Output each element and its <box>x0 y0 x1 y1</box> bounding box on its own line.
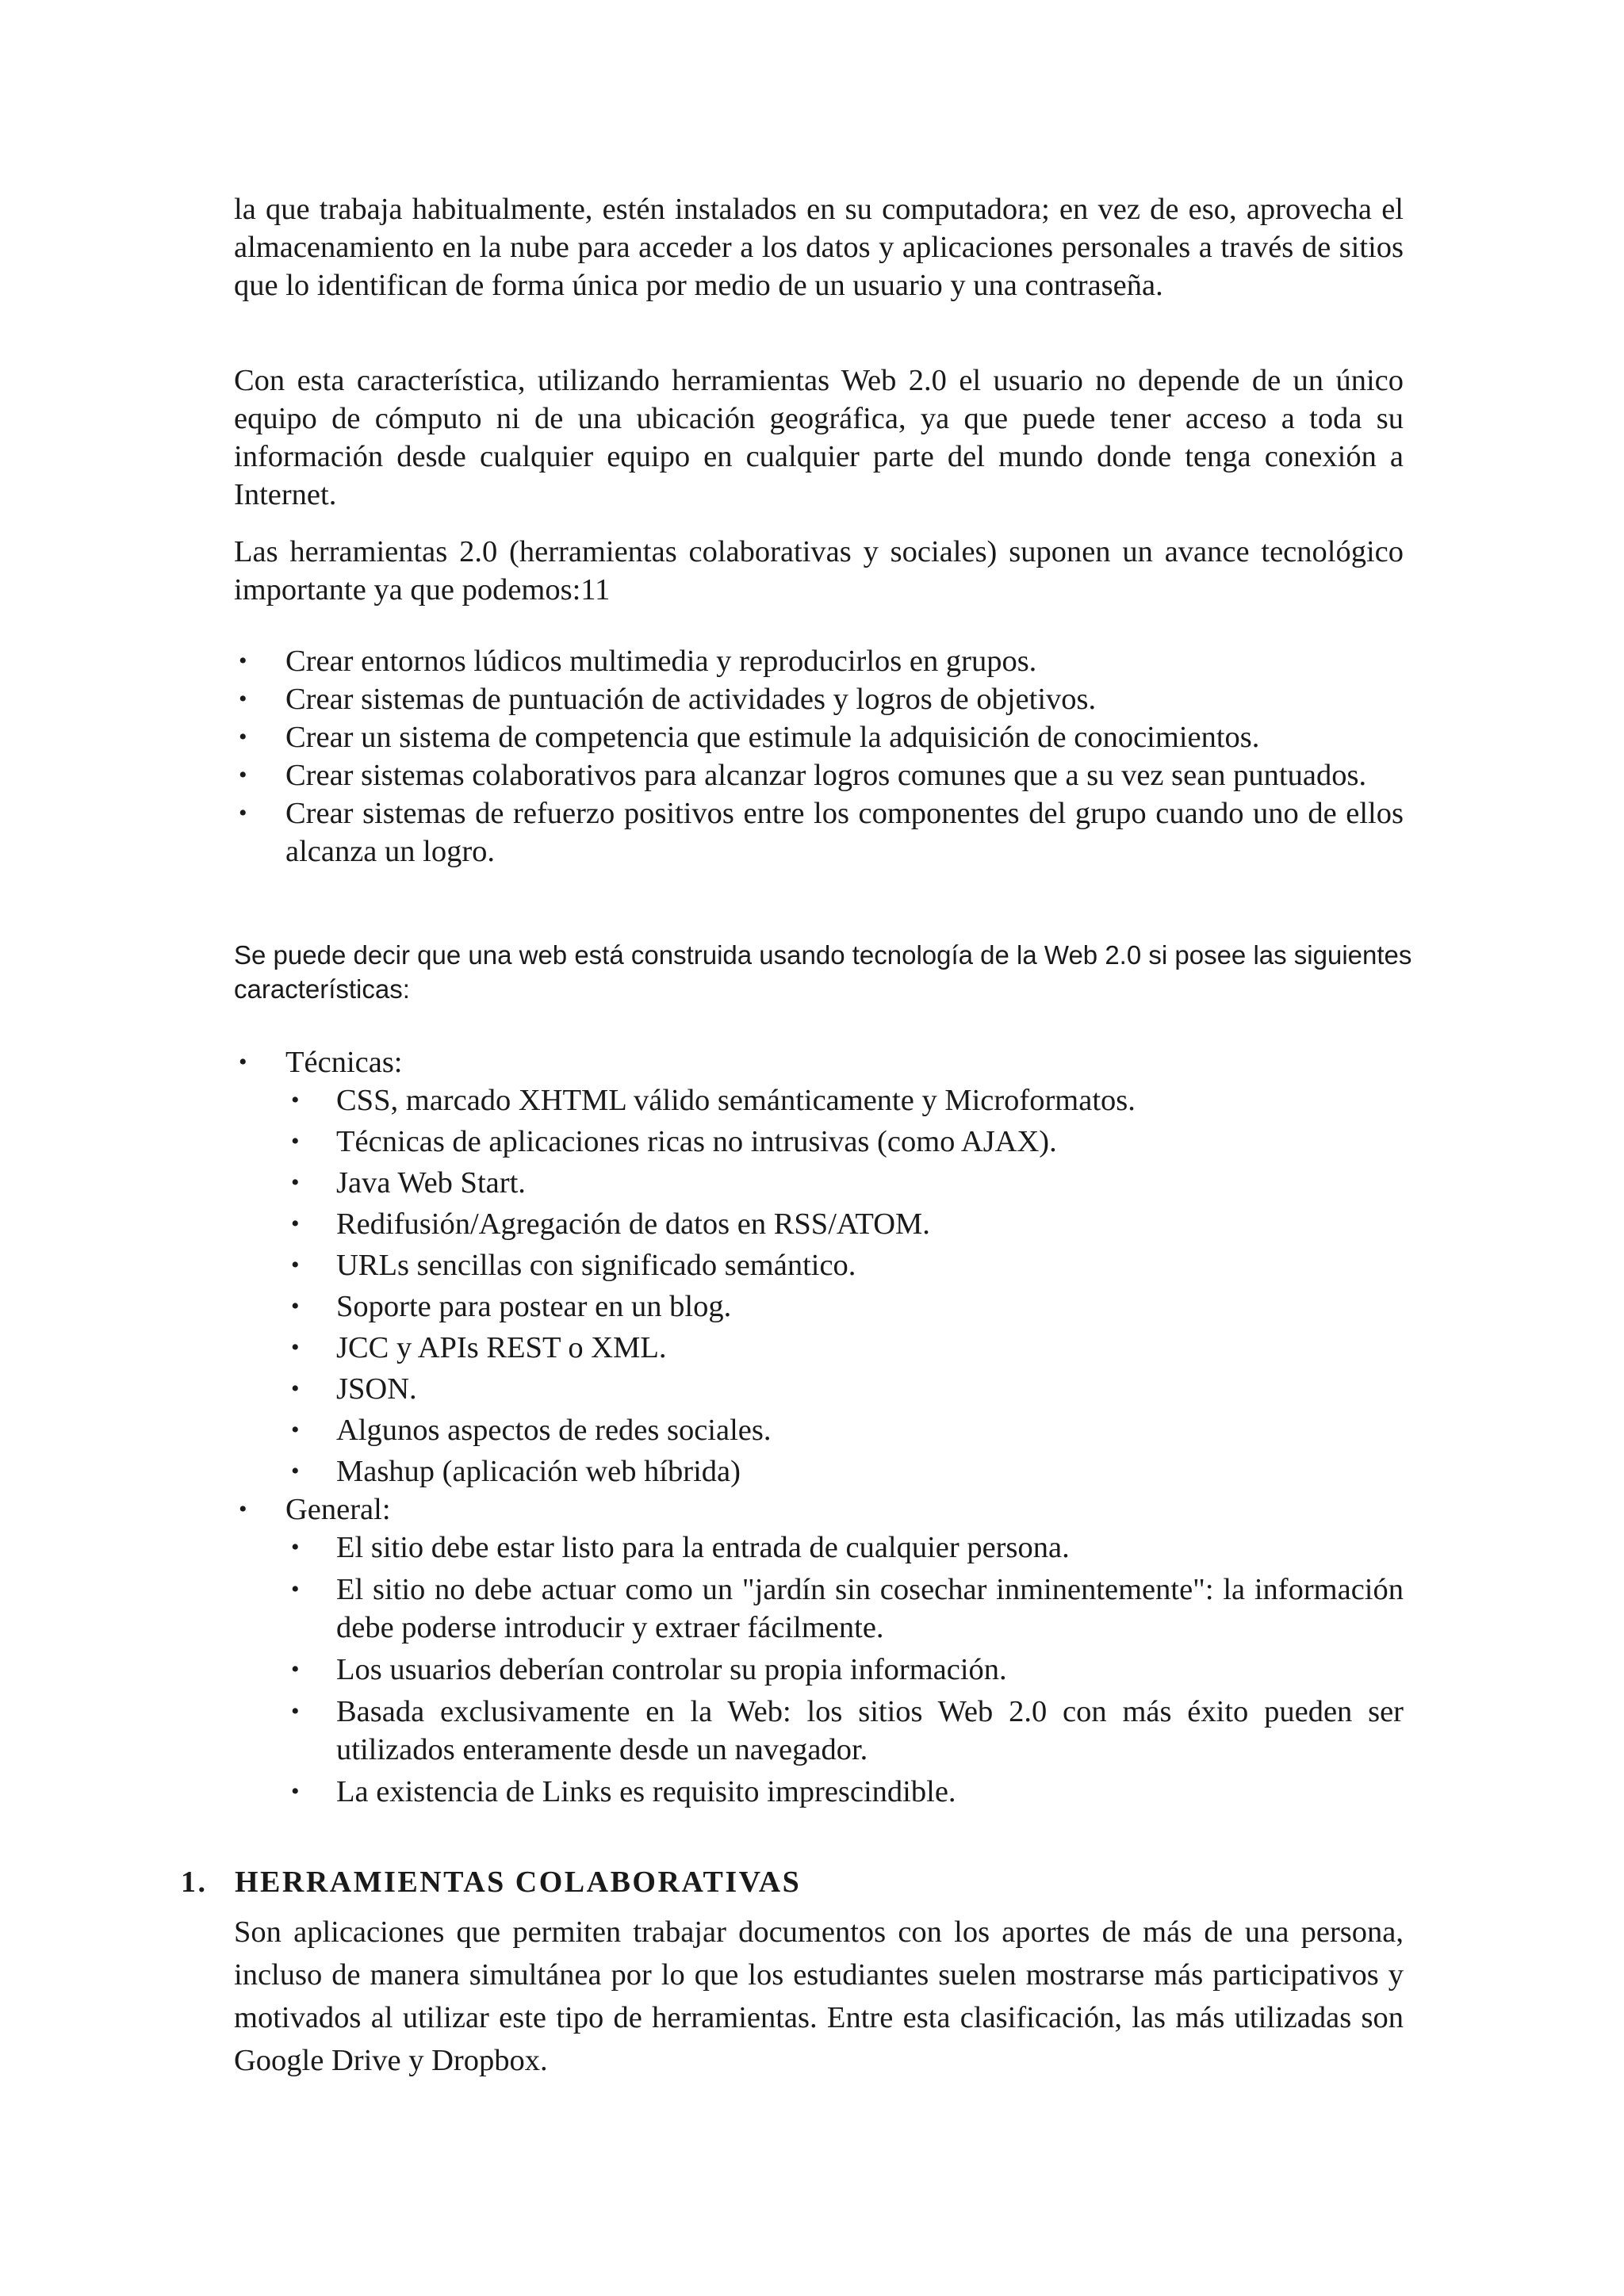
list-item: • Algunos aspectos de redes sociales. <box>336 1411 1404 1449</box>
list-item: • Mashup (aplicación web híbrida) <box>336 1452 1404 1490</box>
bullet-icon: • <box>291 1252 300 1278</box>
bullet-icon: • <box>291 1458 300 1484</box>
paragraph-collaborative-tools: Son aplicaciones que permiten trabajar documentos con los aportes de más de una persona, incluso de manera simultánea por lo que los estudiantes suelen mostrarse más participativos y motivados al utilizar este tipo de herramientas. Entre esta clasificación, las más utilizadas son Google Drive y Dropbox. <box>234 1915 1404 2077</box>
bullet-icon: • <box>291 1293 300 1319</box>
bullet-icon: • <box>291 1576 300 1602</box>
list-item: • Los usuarios deberían controlar su propia información. <box>336 1651 1404 1689</box>
list-item: • La existencia de Links es requisito imprescindible. <box>336 1773 1404 1811</box>
paragraph-web20-characteristics: Se puede decir que una web está construida usando tecnología de la Web 2.0 si posee las siguientes características: <box>234 940 1412 1004</box>
bullet-icon: • <box>291 1376 300 1402</box>
list-item: • URLs sencillas con significado semántico. <box>336 1246 1404 1284</box>
capabilities-list <box>239 642 1404 871</box>
section-title: HERRAMIENTAS COLABORATIVAS <box>235 1866 802 1899</box>
bullet-icon: • <box>291 1128 300 1154</box>
list-item: • El sitio no debe actuar como un "jardín sin cosechar inminentemente": la información debe poderse introducir y extraer fácilmente. <box>336 1571 1404 1647</box>
bullet-icon: • <box>239 686 247 712</box>
list-item: • JCC y APIs REST o XML. <box>336 1329 1404 1367</box>
paragraph-tools-advance: Las herramientas 2.0 (herramientas colaborativas y sociales) suponen un avance tecnológico importante ya que podemos:11 <box>234 535 1404 607</box>
list-item: • Crear entornos lúdicos multimedia y reproducirlos en grupos. <box>285 642 1404 680</box>
bullet-icon: • <box>239 1049 247 1075</box>
list-item: • JSON. <box>336 1370 1404 1408</box>
paragraph-cloud-storage: la que trabaja habitualmente, estén instalados en su computadora; en vez de eso, aprovecha el almacenamiento en la nube para acceder a los datos y aplicaciones personales a través de sitios que lo identifican de forma única por medio de un usuario y una contraseña. <box>234 193 1404 302</box>
list-item: • Soporte para postear en un blog. <box>336 1288 1404 1326</box>
list-item: • El sitio debe estar listo para la entrada de cualquier persona. <box>336 1529 1404 1567</box>
bullet-icon: • <box>291 1334 300 1360</box>
list-item: • CSS, marcado XHTML válido semánticamente y Microformatos. <box>336 1081 1404 1119</box>
bullet-icon: • <box>239 648 247 674</box>
bullet-icon: • <box>239 1496 247 1522</box>
list-item: • Java Web Start. <box>336 1164 1404 1202</box>
characteristics-list <box>239 1043 1404 1811</box>
paragraph-web20-independence: Con esta característica, utilizando herramientas Web 2.0 el usuario no depende de un único equipo de cómputo ni de una ubicación geográfica, ya que puede tener acceso a toda su información desde cualquier equipo en cualquier parte del mundo donde tenga conexión a Internet. <box>234 364 1404 511</box>
bullet-icon: • <box>291 1211 300 1237</box>
section-heading <box>181 1865 801 1900</box>
list-item: • Técnicas de aplicaciones ricas no intrusivas (como AJAX). <box>336 1123 1404 1161</box>
list-item: • Basada exclusivamente en la Web: los sitios Web 2.0 con más éxito pueden ser utilizados enteramente desde un navegador. <box>336 1693 1404 1769</box>
bullet-icon: • <box>291 1534 300 1560</box>
bullet-icon: • <box>239 762 247 788</box>
tecnicas-sublist <box>291 1081 1404 1490</box>
section-number: 1. <box>181 1866 208 1899</box>
bullet-icon: • <box>239 800 247 826</box>
list-item-general: • General: • El sitio debe estar listo para la entrada de cualquier persona. • El sitio no debe actuar como un "jardín sin cosechar inminentemente": la información debe poderse introducir y extraer fácilmente. • Los usuarios deberían controlar su propia información. • Basada exclusivamente en la Web: los sitios Web 2.0 con más éxito pueden ser utilizados enteramente desde un navegador. • La existencia de Links es requisito imprescindible. <box>285 1490 1404 1811</box>
bullet-icon: • <box>291 1169 300 1196</box>
list-item: • Crear sistemas de puntuación de actividades y logros de objetivos. <box>285 680 1404 718</box>
bullet-icon: • <box>291 1417 300 1443</box>
bullet-icon: • <box>291 1656 300 1682</box>
bullet-icon: • <box>291 1778 300 1804</box>
list-item: • Redifusión/Agregación de datos en RSS/ATOM. <box>336 1205 1404 1243</box>
list-item: • Crear sistemas de refuerzo positivos entre los componentes del grupo cuando uno de ellos alcanza un logro. <box>285 794 1404 871</box>
general-sublist <box>291 1529 1404 1811</box>
bullet-icon: • <box>239 724 247 750</box>
list-item-tecnicas: • Técnicas: • CSS, marcado XHTML válido semánticamente y Microformatos. • Técnicas de aplicaciones ricas no intrusivas (como AJAX). • Java Web Start. • Redifusión/Agregación de datos en RSS/ATOM. • URLs sencillas con significado semántico. • Soporte para postear en un blog. • JCC y APIs REST o XML. • JSON. • Algunos aspectos de redes sociales. • Mashup (aplicación web híbrida) <box>285 1043 1404 1490</box>
bullet-icon: • <box>291 1087 300 1113</box>
list-item: • Crear sistemas colaborativos para alcanzar logros comunes que a su vez sean puntuados. <box>285 756 1404 794</box>
bullet-icon: • <box>291 1698 300 1724</box>
list-item: • Crear un sistema de competencia que estimule la adquisición de conocimientos. <box>285 718 1404 756</box>
